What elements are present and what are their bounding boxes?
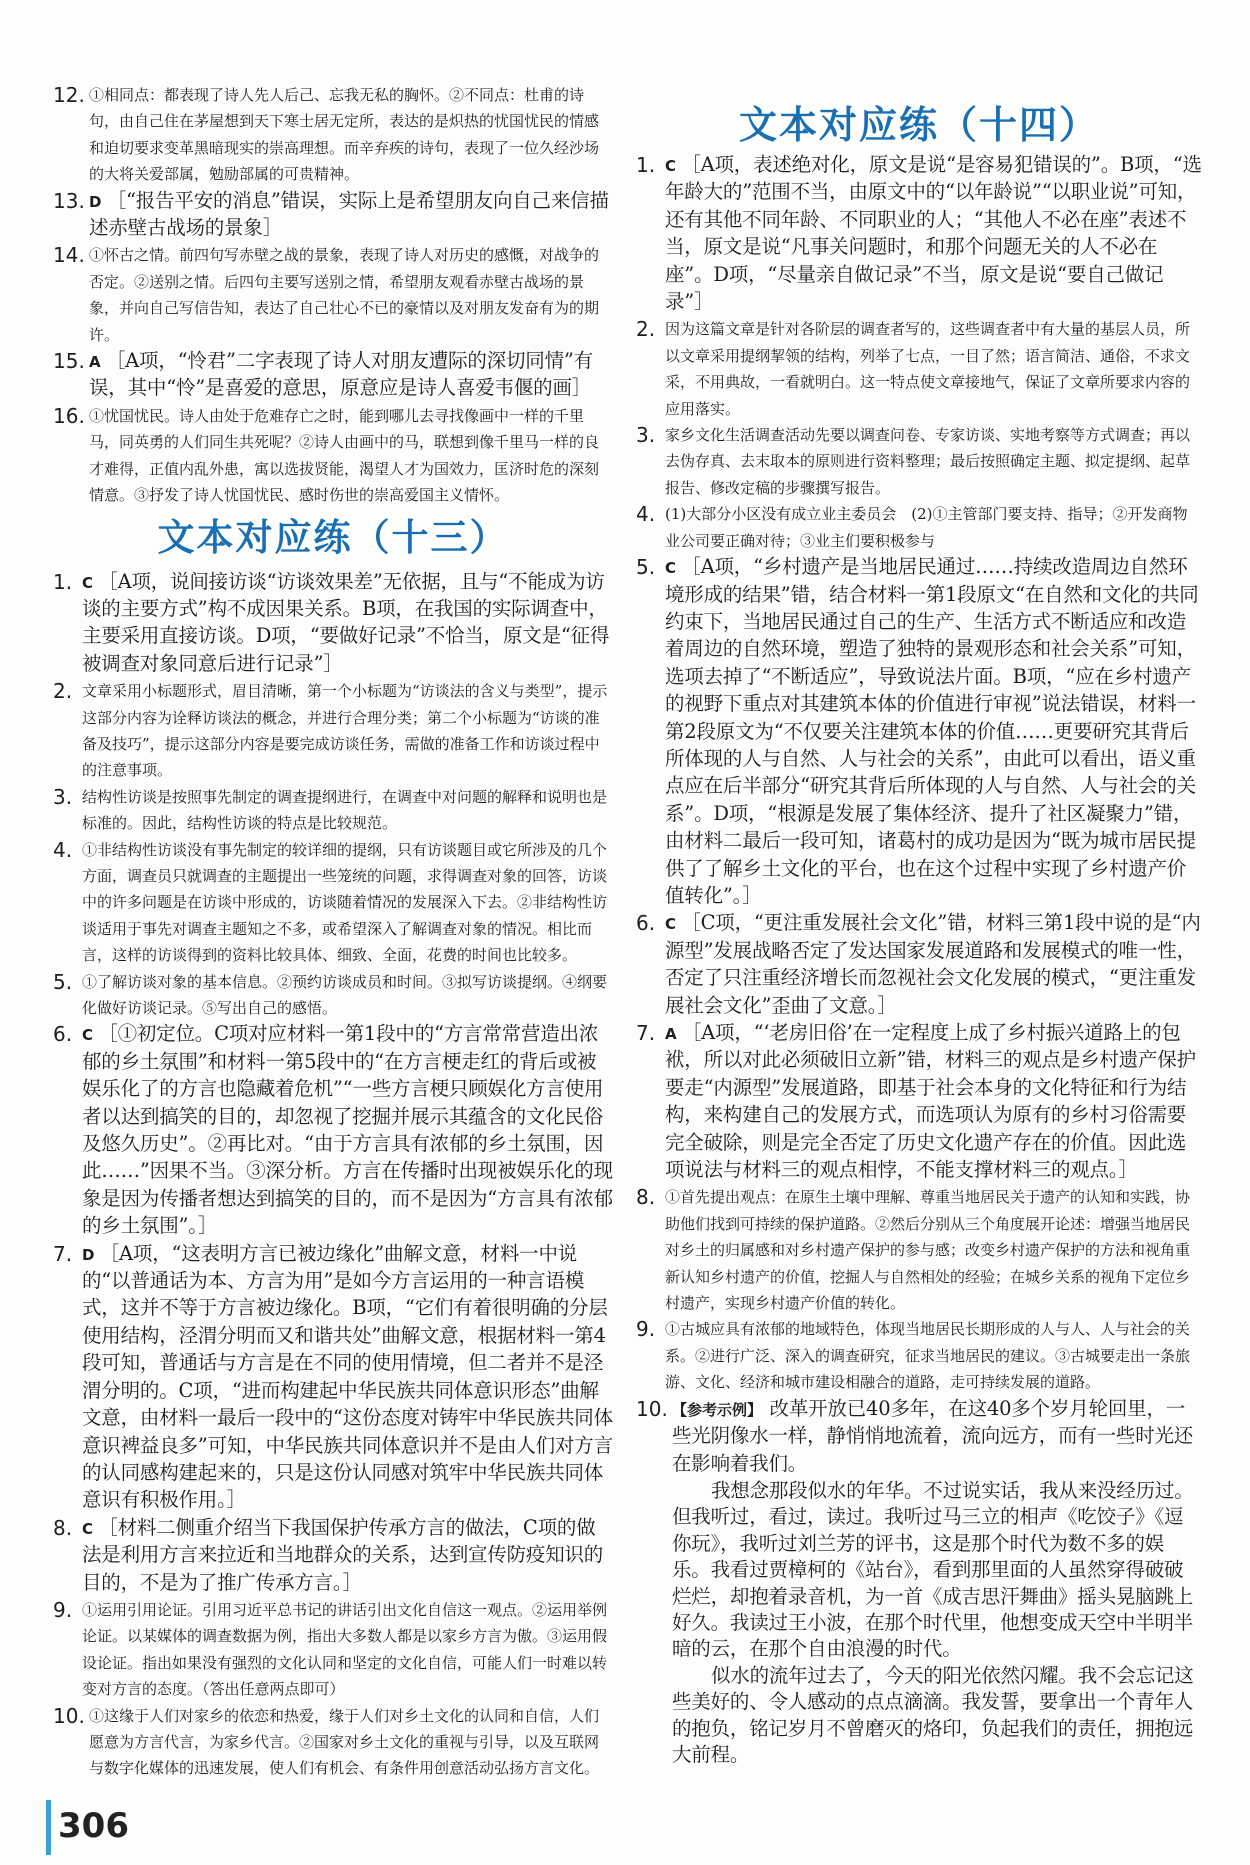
example-label: 【参考示例】 bbox=[672, 1400, 755, 1419]
section-title-13: 文本对应练（十三） bbox=[157, 515, 509, 559]
item-number: 7. bbox=[53, 1241, 73, 1266]
answer-item bbox=[53, 1703, 613, 1782]
answer-item bbox=[53, 969, 613, 1022]
answer-explanation: ［A项，“这表明方言已被边缘化”曲解文意，材料一中说的“以普通话为本、方言为用”是如今方言运用的一种言语模式，这并不等于方言被边缘化。B项，“它们有着很明确的分层使用结构，泾渭分明而又和谐共处”曲解文意，根据材料一第4段可知，普通话与方言是在不同的使用情境，但二者并不是泾渭分明的。C项，“进而构建起中华民族共同体意识形态”曲解文意，由材料一最后一段中的“这份态度对铸牢中华民族共同体意识裨益良多”可知，中华民族共同体意识并不是由人们对方言的认同感构建起来的，只是这份认同感对筑牢中华民族共同体意识有积极作用。］ bbox=[82, 1241, 613, 1512]
answer-text: ①首先提出观点：在原生土壤中理解、尊重当地居民关于遗产的认知和实践，协助他们找到可持续的保护道路。②然后分别从三个角度展开论述：增强当地居民对乡土的归属感和对乡村遗产保护的参与感；改变乡村遗产保护的方法和视角重新认知乡村遗产的价值，挖掘人与自然相处的经验；在城乡关系的视角下定位乡村遗产，实现乡村遗产价值的转化。 bbox=[665, 1188, 1191, 1313]
answer-item bbox=[53, 403, 613, 509]
answer-item bbox=[636, 152, 1202, 316]
answer-text: ①怀古之情。前四句写赤壁之战的景象，表现了诗人对历史的感慨，对战争的否定。②送别之情。后四句主要写送别之情，希望朋友观看赤壁古战场的景象，并向自己写信告知，表达了自己壮心不已的豪情以及对朋友发奋有为的期许。 bbox=[89, 246, 600, 344]
answer-text: ①非结构性访谈没有事先制定的较详细的提纲，只有访谈题目或它所涉及的几个方面，调查员只就调查的主题提出一些笼统的问题，求得调查对象的回答，访谈中的许多问题是在访谈中形成的，访谈随着情况的发展深入下去。②非结构性访谈适用于事先对调查主题知之不多，或希望深入了解调查对象的情况。相比而言，这样的访谈得到的资料比较具体、细致、全面，花费的时间也比较多。 bbox=[82, 840, 608, 965]
answer-choice: D bbox=[82, 1245, 95, 1264]
item-number: 10. bbox=[53, 1703, 85, 1728]
answer-text: ①忧国忧民。诗人由处于危难存亡之时，能到哪儿去寻找像画中一样的千里马，同英勇的人们同生共死呢？②诗人由画中的马，联想到像千里马一样的良才难得，正值内乱外患，寓以选拔贤能，渴望人才为国效力，匡济时危的深刻情意。③抒发了诗人忧国忧民、感时伤世的崇高爱国主义情怀。 bbox=[89, 406, 600, 505]
answer-choice: C bbox=[82, 573, 94, 592]
right-column bbox=[636, 152, 1202, 1768]
section-title-14: 文本对应练（十四） bbox=[738, 103, 1099, 147]
item-number: 5. bbox=[53, 969, 73, 994]
item-number: 14. bbox=[53, 243, 85, 268]
answer-item bbox=[636, 1184, 1202, 1316]
answer-item bbox=[636, 316, 1202, 422]
answer-item bbox=[636, 910, 1202, 1020]
item-number: 13. bbox=[53, 188, 85, 213]
answer-text: ①运用引用论证。引用习近平总书记的讲话引出文化自信这一观点。②运用举例论证。以某媒体的调查数据为例，指出大多数人都是以家乡方言为傲。③运用假设论证。指出如果没有强烈的文化认同和坚定的文化自信，可能人们一时难以转变对方言的态度。（答出任意两点即可） bbox=[82, 1600, 608, 1699]
item-number: 1. bbox=[53, 569, 73, 594]
answer-item-10 bbox=[636, 1396, 1202, 1769]
item-number: 9. bbox=[636, 1317, 656, 1342]
answer-item bbox=[53, 1021, 613, 1240]
example-paragraph: 似水的流年过去了，今天的阳光依然闪耀。我不会忘记这些美好的、令人感动的点点滴滴。我发誓，要拿出一个青年人的抱负，铭记岁月不曾磨灭的烙印，负起我们的责任，拥抱远大前程。 bbox=[672, 1663, 1194, 1766]
item-number: 16. bbox=[53, 403, 85, 428]
answer-item bbox=[636, 1316, 1202, 1395]
answer-text: ①了解访谈对象的基本信息。②预约访谈成员和时间。③拟写访谈提纲。④纲要化做好访谈记录。⑤写出自己的感悟。 bbox=[82, 972, 608, 1017]
answer-choice: C bbox=[82, 1026, 94, 1045]
left-column bbox=[53, 82, 613, 1782]
item-number: 2. bbox=[636, 317, 656, 342]
answer-choice: C bbox=[82, 1519, 94, 1538]
example-intro: 改革开放已40多年，在这40多个岁月轮回里，一些光阴像水一样，静悄悄地流着，流向远方，而有一些时光还在影响着我们。 bbox=[672, 1396, 1194, 1475]
answer-explanation: ［A项，“乡村遗产是当地居民通过……持续改造周边自然环境形成的结果”错，结合材料一第1段原文“在自然和文化的共同约束下，当地居民通过自己的生产、生活方式不断适应和改造着周边的自然环境，塑造了独特的景观形态和社会关系”可知，选项去掉了“不断适应”，导致说法片面。B项，“应在乡村遗产的视野下重点对其建筑本体的价值进行审视”说法错误，材料一第2段原文为“不仅要关注建筑本体的价值……更要研究其背后所体现的人与自然、人与社会的关系”，由此可以看出，语义重点应在后半部分“研究其背后所体现的人与自然、人与社会的关系”。D项，“根源是发展了集体经济、提升了社区凝聚力”错，由材料二最后一段可知，诸葛村的成功是因为“既为城市居民提供了了解乡土文化的平台，也在这个过程中实现了乡村遗产价值转化”。］ bbox=[665, 555, 1199, 907]
answer-text: ①相同点：都表现了诗人先人后己、忘我无私的胸怀。②不同点：杜甫的诗句，由自己住在茅屋想到天下寒士居无定所，表达的是炽热的忧国忧民的情感和迫切要求变革黑暗现实的崇高理想。而辛弃疾的诗句，表现了一位久经沙场的大将关爱部属，勉励部属的可贵精神。 bbox=[89, 86, 600, 184]
answer-text: ①古城应具有浓郁的地域特色，体现当地居民长期形成的人与人、人与社会的关系。②进行广泛、深入的调查研究，征求当地居民的建议。③古城要走出一条旅游、文化、经济和城市建设相融合的道路，走可持续发展的道路。 bbox=[665, 1320, 1191, 1392]
answer-explanation: ［A项，“怜君”二字表现了诗人对朋友遭际的深切同情”有误，其中“怜”是喜爱的意思，原意应是诗人喜爱韦偃的画］ bbox=[89, 349, 593, 400]
item-number: 5. bbox=[636, 555, 656, 580]
answer-text: 因为这篇文章是针对各阶层的调查者写的，这些调查者中有大量的基层人员，所以文章采用提纲挈领的结构，列举了七点，一目了然；语言简洁、通俗，不求文采，不用典故，一看就明白。这一特点使文章接地气，保证了文章所要求内容的应用落实。 bbox=[665, 320, 1191, 418]
answer-item bbox=[53, 1597, 613, 1703]
page-number-bar bbox=[46, 1800, 51, 1855]
answer-item bbox=[53, 188, 613, 243]
answer-item bbox=[53, 1241, 613, 1515]
answer-item bbox=[53, 82, 613, 188]
item-number: 2. bbox=[53, 679, 73, 704]
answer-text: 家乡文化生活调查活动先要以调查问卷、专家访谈、实地考察等方式调查；再以去伪存真、去末取本的原则进行资料整理；最后按照确定主题、拟定提纲、起草报告、修改定稿的步骤撰写报告。 bbox=[665, 426, 1191, 497]
answer-explanation: ［A项，说间接访谈“访谈效果差”无依据，且与“不能成为访谈的主要方式”构不成因果关系。B项，在我国的实际调查中，主要采用直接访谈。D项，“要做好记录”不恰当，原文是“征得被调查对象同意后进行记录”］ bbox=[82, 569, 610, 675]
answer-text: ①这缘于人们对家乡的依恋和热爱，缘于人们对乡土文化的认同和自信，人们愿意为方言代言，为家乡代言。②国家对乡土文化的重视与引导，以及互联网与数字化媒体的迅速发展，使人们有机会、有条件用创意活动弘扬方言文化。 bbox=[89, 1706, 600, 1778]
answer-item bbox=[53, 1515, 613, 1597]
item-number: 3. bbox=[53, 784, 73, 809]
answer-text: 结构性访谈是按照事先制定的调查提纲进行，在调查中对问题的解释和说明也是标准的。因此，结构性访谈的特点是比较规范。 bbox=[82, 787, 608, 833]
answer-text: 文章采用小标题形式，眉目清晰，第一个小标题为“访谈法的含义与类型”，提示这部分内容为诠释访谈法的概念，并进行合理分类；第二个小标题为“访谈的准备及技巧”，提示这部分内容是要完成访谈任务，需做的准备工作和访谈过程中的注意事项。 bbox=[82, 682, 608, 780]
answer-explanation: ［C项，“更注重发展社会文化”错，材料三第1段中说的是“内源型”发展战略否定了发达国家发展道路和发展模式的唯一性，否定了只注重经济增长而忽视社会文化发展的模式，“更注重发展社会文化”歪曲了文意。］ bbox=[665, 911, 1201, 1017]
answer-choice: C bbox=[665, 157, 677, 175]
item-number: 8. bbox=[53, 1515, 73, 1540]
answer-item bbox=[53, 348, 613, 403]
answer-explanation: ［A项，“‘老房旧俗’在一定程度上成了乡村振兴道路上的包袱，所以对此必须破旧立新”错，材料三的观点是乡村遗产保护要走“内源型”发展道路，即基于社会本身的文化特征和行为结构，来构建自己的发展方式，而选项认为原有的乡村习俗需要完全破除，则是完全否定了历史文化遗产存在的价值。因此选项说法与材料三的观点相悖，不能支撑材料三的观点。］ bbox=[665, 1021, 1196, 1182]
item-number: 9. bbox=[53, 1597, 73, 1622]
item-number: 6. bbox=[636, 911, 656, 936]
answer-explanation: ［“报告平安的消息”错误，实际上是希望朋友向自己来信描述赤壁古战场的景象］ bbox=[89, 188, 609, 240]
item-number: 10. bbox=[636, 1396, 668, 1421]
answer-choice: A bbox=[89, 353, 101, 372]
answer-item bbox=[53, 569, 613, 679]
answer-explanation: ［①初定位。C项对应材料一第1段中的“方言常常营造出浓郁的乡土氛围”和材料一第5段中的“在方言梗走红的背后或被娱乐化了的方言也隐藏着危机”“一些方言梗只顾娱化方言使用者以达到搞笑的目的，却忽视了挖掘并展示其蕴含的文化民俗及悠久历史”。②再比对。“由于方言具有浓郁的乡土氛围，因此……”因果不当。③深分析。方言在传播时出现被娱乐化的现象是因为传播者想达到搞笑的目的，而不是因为“方言具有浓郁的乡土氛围”。］ bbox=[82, 1022, 613, 1238]
answer-choice: C bbox=[665, 915, 677, 934]
answer-item bbox=[636, 554, 1202, 910]
item-number: 4. bbox=[636, 502, 656, 527]
item-number: 12. bbox=[53, 83, 85, 107]
answer-explanation: ［A项，表述绝对化，原文是说“是容易犯错误的”。B项，“选年龄大的”范围不当，由原文中的“以年龄说”“以职业说”可知，还有其他不同年龄、不同职业的人；“其他人不必在座”表述不当，原文是说“凡事关问题时，和那个问题无关的人不必在座”。D项，“尽量亲自做记录”不当，原文是说“要自己做记录”］ bbox=[665, 153, 1202, 314]
item-number: 4. bbox=[53, 837, 73, 862]
answer-choice: C bbox=[665, 559, 677, 578]
answer-choice: A bbox=[665, 1025, 677, 1043]
item-number: 8. bbox=[636, 1185, 656, 1210]
item-number: 3. bbox=[636, 423, 656, 448]
item-number: 15. bbox=[53, 349, 85, 374]
answer-text: (1)大部分小区没有成立业主委员会 (2)①主管部门要支持、指导；②开发商物业公司要正确对待；③业主们要积极参与 bbox=[665, 505, 1188, 550]
answer-explanation: ［材料二侧重介绍当下我国保护传承方言的做法，C项的做法是利用方言来拉近和当地群众的关系，达到宣传防疫知识的目的，不是为了推广传承方言。］ bbox=[82, 1515, 604, 1594]
answer-item bbox=[53, 242, 613, 348]
example-paragraph: 我想念那段似水的年华。不过说实话，我从来没经历过。但我听过，看过，读过。我听过马三立的相声《吃饺子》《逗你玩》，我听过刘兰芳的评书，这是那个时代为数不多的娱乐。我看过贾樟柯的《站台》，看到那里面的人虽然穿得破破烂烂，却抱着录音机，为一首《成吉思汗舞曲》摇头晃脑跳上好久。我读过王小波，在那个时代里，他想变成天空中半明半暗的云，在那个自由浪漫的时代。 bbox=[672, 1478, 1194, 1661]
page-number: 306 bbox=[58, 1806, 129, 1846]
item-number: 6. bbox=[53, 1022, 73, 1047]
item-number: 1. bbox=[636, 153, 656, 177]
answer-item bbox=[636, 1020, 1202, 1184]
answer-item bbox=[636, 501, 1202, 554]
answer-choice: D bbox=[89, 192, 102, 211]
item-number: 7. bbox=[636, 1021, 656, 1045]
answer-item bbox=[636, 422, 1202, 501]
